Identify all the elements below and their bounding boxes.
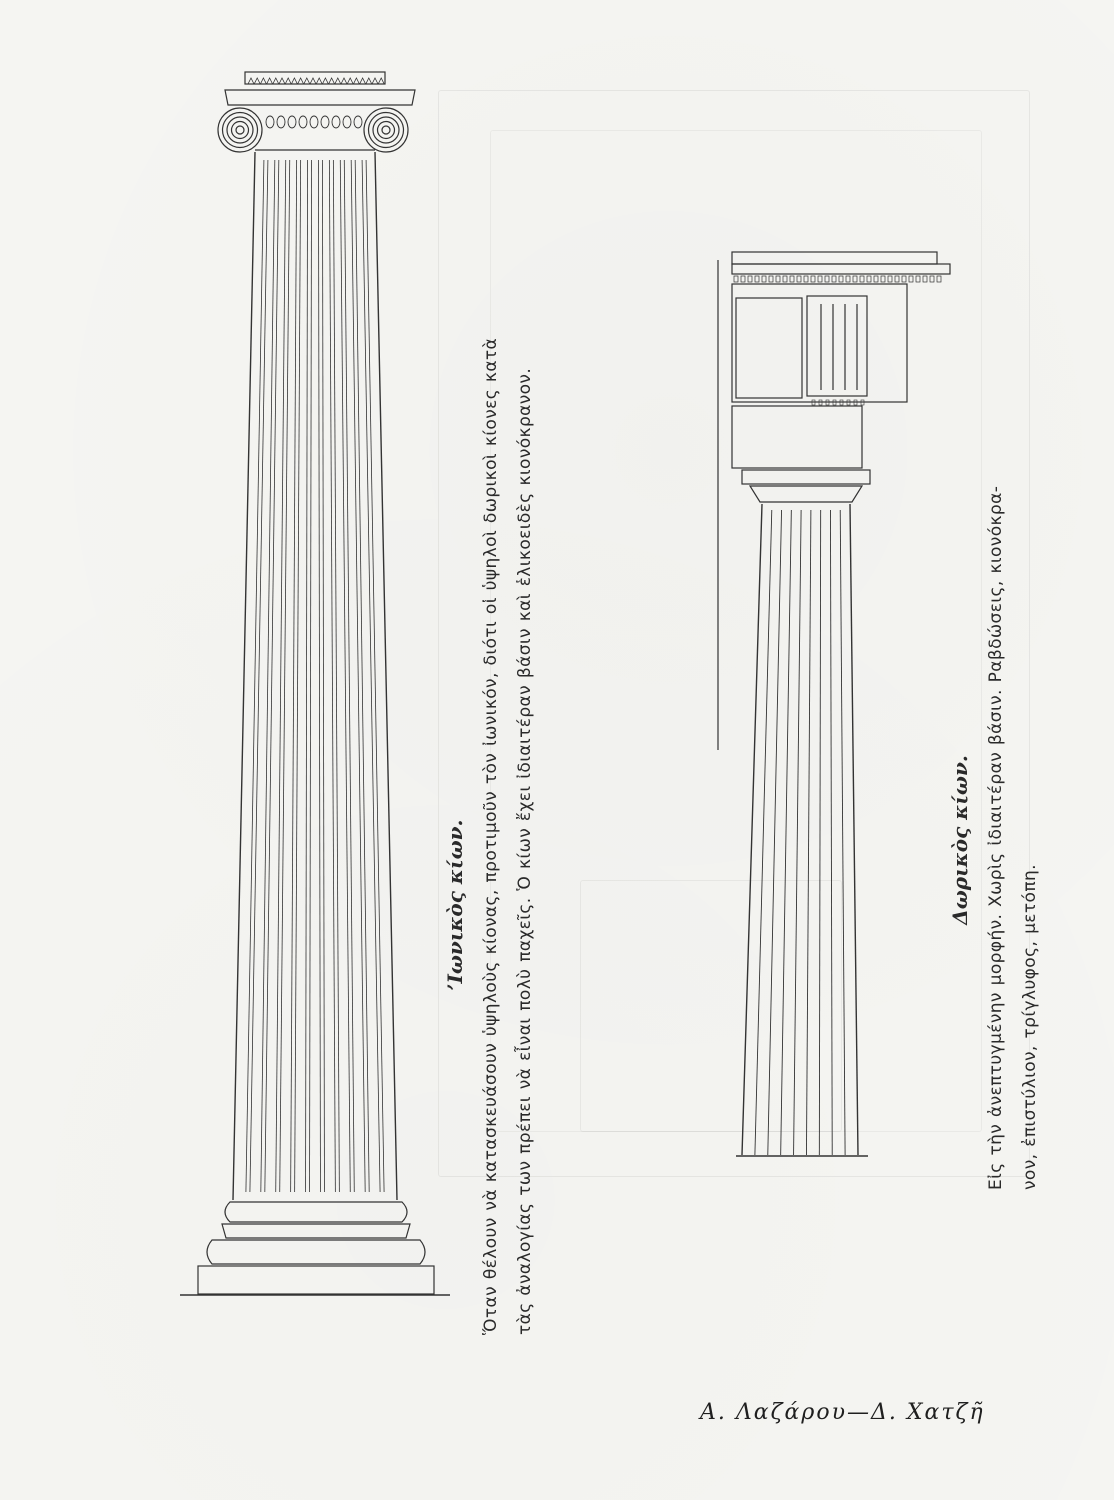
ionic-abacus-ornament [335,78,341,84]
ionic-abacus-ornament [329,78,335,84]
ionic-flute [310,160,312,1192]
ionic-caption-title: ’Ιωνικὸς κίων. [443,819,467,991]
doric-mutule [811,276,815,282]
doric-mutule [923,276,927,282]
doric-mutule [797,276,801,282]
ionic-column-drawing [150,60,430,1360]
ionic-abacus-ornament [267,78,273,84]
doric-mutule [867,276,871,282]
doric-flute [806,510,810,1155]
doric-flute [830,510,832,1155]
ionic-abacus-ornament [298,78,304,84]
ionic-egg-ornament [354,116,362,128]
doric-metope [736,298,802,398]
ionic-flute [340,160,350,1192]
doric-shaft-edge [850,504,858,1155]
ionic-flute [306,160,308,1192]
doric-mutule [741,276,745,282]
doric-mutule [888,276,892,282]
doric-mutule [748,276,752,282]
ionic-egg-ornament [288,116,296,128]
doric-echinus [750,486,862,502]
doric-flute [755,510,772,1155]
ionic-egg-ornament [277,116,285,128]
doric-cornice [732,252,937,264]
doric-triglyph [807,296,867,396]
ionic-abacus-ornament [341,78,347,84]
doric-mutule [790,276,794,282]
doric-mutule [895,276,899,282]
doric-mutule [937,276,941,282]
doric-mutule [930,276,934,282]
ionic-volute-right [364,108,408,152]
ionic-volute-right [378,122,395,139]
ionic-caption-line: τὰς ἀναλογίας των πρέπει νὰ εἶναι πολὺ παχεῖς. Ὁ κίων ἔχει ἰδιαιτέραν βάσιν καὶ ἑλικοειδὲς κιονόκρανον. [515,367,535,1335]
ionic-caption [440,337,542,1335]
ionic-flute [344,160,354,1192]
ionic-volute-left [232,122,249,139]
doric-frieze [732,284,907,402]
ionic-flute [322,160,324,1192]
ionic-abacus-ornament [322,78,328,84]
doric-mutule [776,276,780,282]
doric-caption-line: νον, ἐπιστύλιον, τρίγλυφος, μετόπη. [1020,864,1040,1190]
doric-mutule [734,276,738,282]
ionic-abacus-ornament [304,78,310,84]
doric-caption-title: Δωρικὸς κίων. [948,755,972,925]
ionic-abacus-ornament [254,78,260,84]
ionic-abacus-ornament [310,78,316,84]
ionic-flute [318,160,320,1192]
ionic-flute [276,160,286,1192]
ionic-base-scotia [222,1224,410,1238]
doric-mutule [818,276,822,282]
doric-shaft-edge [742,504,762,1155]
ionic-egg-ornament [321,116,329,128]
doric-flute [781,510,792,1155]
ionic-abacus-ornament [248,78,254,84]
ionic-flute [362,160,380,1192]
ionic-plinth [198,1266,434,1294]
doric-architrave [732,406,862,468]
ionic-base-torus-lower [207,1240,425,1264]
ionic-abacus-ornament [366,78,372,84]
ionic-flute [355,160,369,1192]
doric-mutule [783,276,787,282]
ionic-volute-left [236,126,244,134]
ionic-flute [351,160,365,1192]
ionic-egg-ornament [343,116,351,128]
ionic-egg-ornament [266,116,274,128]
ionic-caption-line: Ὅταν θέλουν νὰ κατασκευάσουν ὑψηλοὺς κίονας, προτιμοῦν τὸν ἰωνικόν, διότι οἱ ὑψηλοὶ δωρικοὶ κίονες κατὰ [481,337,501,1335]
ionic-abacus-ornament [279,78,285,84]
ionic-abacus-ornament [353,78,359,84]
ionic-volute-right [382,126,390,134]
ionic-capital-band [225,90,415,105]
doric-mutule [916,276,920,282]
doric-mutule [839,276,843,282]
ionic-caption-body [474,337,542,1335]
ionic-flute [265,160,279,1192]
doric-caption-line: Εἰς τὴν ἀνεπτυγμένην μορφήν. Χωρὶς ἰδιαιτέραν βάσιν. Ραβδώσεις, κιονόκρα- [986,485,1006,1190]
doric-flute [794,510,802,1155]
ionic-flute [366,160,384,1192]
doric-abacus [742,470,870,484]
ionic-abacus-ornament [372,78,378,84]
doric-mutule [874,276,878,282]
doric-flute [768,510,782,1155]
doric-mutule [769,276,773,282]
doric-mutule [881,276,885,282]
ionic-egg-ornament [310,116,318,128]
doric-mutule [853,276,857,282]
doric-mutule [902,276,906,282]
ionic-egg-ornament [332,116,340,128]
doric-mutule [846,276,850,282]
ionic-abacus-ornament [291,78,297,84]
ionic-volute-left [218,108,262,152]
doric-mutule [825,276,829,282]
doric-caption [945,485,1047,1190]
ionic-volute-right [369,113,404,148]
doric-flute [840,510,845,1155]
doric-cornice-lower [732,264,950,274]
ionic-abacus-ornament [260,78,266,84]
ionic-flute [261,160,275,1192]
ionic-shaft-edge [233,152,255,1200]
ionic-abacus-ornament [285,78,291,84]
ionic-abacus-ornament [273,78,279,84]
ionic-abacus-ornament [316,78,322,84]
doric-mutule [755,276,759,282]
ionic-abacus-ornament [360,78,366,84]
ionic-egg-ornament [299,116,307,128]
doric-caption-body [979,485,1047,1190]
doric-mutule [762,276,766,282]
ionic-flute [250,160,268,1192]
doric-flute [819,510,820,1155]
ionic-flute [280,160,290,1192]
ionic-abacus-ornament [378,78,384,84]
doric-mutule [832,276,836,282]
ionic-base-torus [225,1202,407,1222]
footer-credit: Α. Λαζάρου—Δ. Χατζῆ [700,1400,985,1425]
doric-column-drawing [700,240,960,1190]
doric-mutule [909,276,913,282]
ionic-shaft-edge [375,152,397,1200]
ionic-volute-left [223,113,258,148]
ionic-flute [246,160,264,1192]
doric-mutule [804,276,808,282]
doric-mutule [860,276,864,282]
ionic-abacus-ornament [347,78,353,84]
